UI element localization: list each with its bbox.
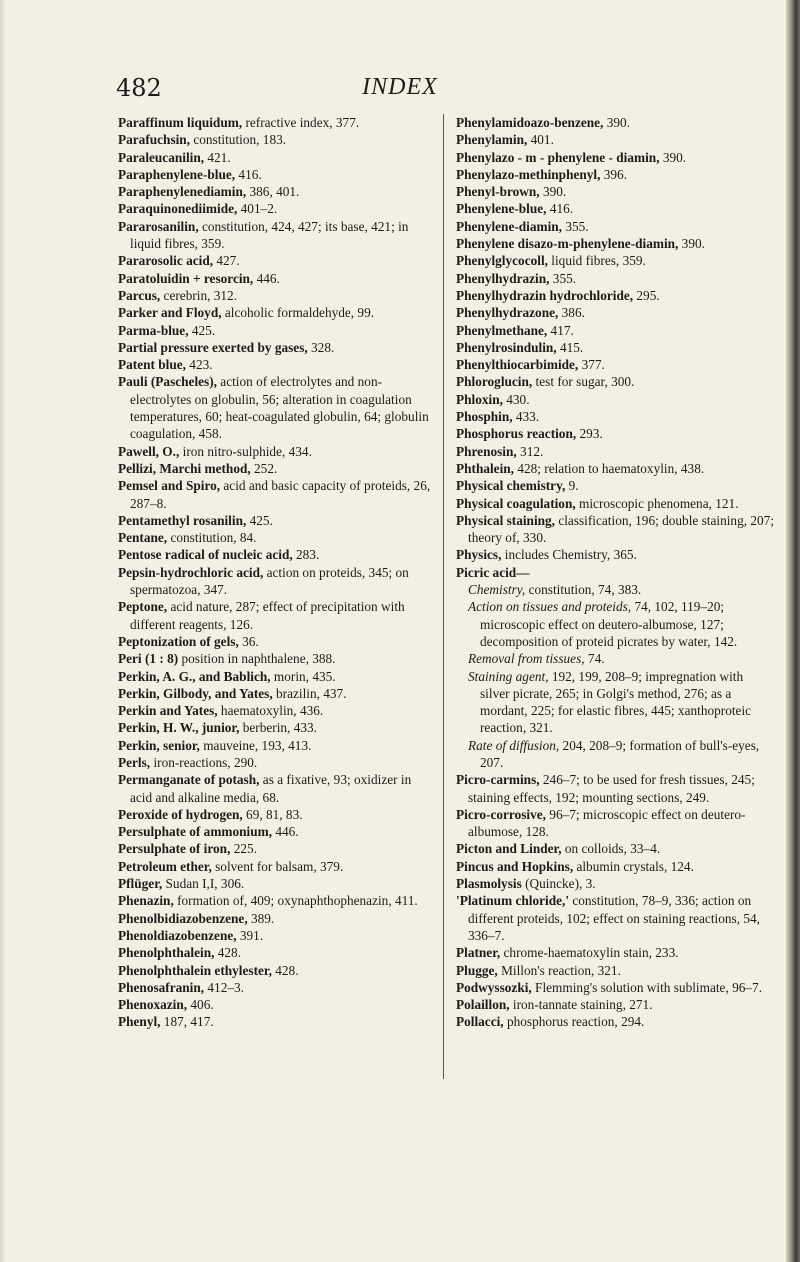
index-entry [118, 218, 436, 253]
index-term: Perkin and Yates, [118, 703, 218, 719]
index-references: 390. [603, 115, 630, 130]
index-entry [118, 322, 436, 339]
index-entry [118, 875, 436, 892]
index-term: Phenylene disazo-m-phenylene-diamin, [456, 236, 679, 252]
index-term: Pauli (Pascheles), [118, 374, 217, 390]
index-references: constitution, 424, 427; its base, 421; in liquid fibres, 359. [130, 218, 409, 252]
index-entry [118, 754, 436, 771]
index-term: Phenylazo-methinphenyl, [456, 166, 601, 182]
index-entry [118, 356, 436, 373]
index-references: berberin, 433. [239, 720, 317, 736]
index-references: 423. [185, 357, 213, 373]
index-references: morin, 435. [270, 668, 336, 684]
index-entry [118, 512, 436, 529]
index-references: 421. [204, 149, 231, 165]
index-term: Perkin, H. W., junior, [118, 720, 240, 736]
index-column-right [456, 114, 774, 1031]
index-references: 192, 199, 208–9; impregnation with silver picrate, 265; in Golgi's method, 276; as a mordant, 225; for elastic fibres, 445; xanthoproteic reaction, 321. [480, 668, 752, 736]
index-references: position in naphthalene, 388. [178, 651, 336, 667]
index-references: 390. [659, 149, 687, 165]
index-term: Phenylamin, [456, 132, 528, 148]
index-references: acid and basic capacity of proteids, 26, 287–8. [130, 478, 431, 511]
index-entry [118, 373, 436, 442]
index-term: Action on tissues and proteids, [468, 599, 632, 615]
index-term: Pepsin-hydrochloric acid, [118, 564, 264, 580]
index-references: cerebrin, 312. [160, 287, 238, 303]
index-term: Staining agent, [468, 668, 549, 684]
index-term: Pincus and Hopkins, [456, 858, 574, 874]
index-term: Physical staining, [456, 512, 556, 528]
index-term: Peptonization of gels, [118, 633, 239, 649]
index-references: as a fixative, 93; oxidizer in acid and alkaline media, 68. [130, 772, 412, 805]
index-references: 390. [539, 184, 567, 200]
index-term: Perkin, senior, [118, 737, 200, 753]
index-entry [456, 425, 774, 442]
index-term: Phenolphthalein, [118, 945, 215, 961]
index-entry [118, 1013, 436, 1030]
index-references: includes Chemistry, 365. [501, 547, 637, 563]
index-term: Phenylglycocoll, [456, 253, 548, 269]
index-entry [456, 183, 774, 200]
index-term: Pflüger, [118, 876, 163, 892]
index-term: Paraquinonediimide, [118, 201, 238, 217]
index-entry [456, 270, 774, 287]
index-term: Phenylazo - m - phenylene - diamin, [456, 149, 660, 165]
index-references: test for sugar, 300. [532, 374, 635, 390]
index-references: 417. [547, 322, 574, 338]
index-term: Picric acid— [456, 564, 530, 580]
index-term: Pentamethyl rosanilin, [118, 512, 247, 528]
index-entry [118, 114, 436, 131]
index-references: 386. [558, 305, 585, 321]
index-references: 204, 208–9; formation of bull's-eyes, 207. [480, 737, 760, 770]
index-term: Phloroglucin, [456, 374, 533, 390]
index-entry [118, 685, 436, 702]
index-references: brazilin, 437. [272, 685, 347, 701]
index-entry [118, 477, 436, 512]
index-entry [118, 200, 436, 217]
index-term: Physics, [456, 547, 502, 563]
index-term: Phenosafranin, [118, 979, 205, 995]
index-references: 428. [214, 945, 242, 961]
index-references: 74, 102, 119–20; microscopic effect on deutero-albumose, 127; decomposition of proteid picrates by water, 142. [480, 599, 738, 649]
index-entry [456, 149, 774, 166]
index-entry [118, 166, 436, 183]
index-entry [456, 460, 774, 477]
index-entry [456, 962, 774, 979]
index-term: Rate of diffusion, [468, 737, 560, 753]
index-references: iron-reactions, 290. [150, 754, 258, 770]
index-references: 428; relation to haematoxylin, 438. [514, 460, 705, 476]
index-references: 36. [238, 633, 259, 649]
index-entry [456, 1013, 774, 1030]
index-term: Pemsel and Spiro, [118, 478, 221, 494]
index-term: Phenylene-diamin, [456, 218, 563, 234]
index-references: 415. [556, 339, 584, 355]
index-references: phosphorus reaction, 294. [503, 1014, 645, 1030]
index-term: Phosphorus reaction, [456, 426, 577, 442]
index-term: Phenolbidiazobenzene, [118, 910, 248, 926]
index-entry [118, 270, 436, 287]
index-entry [456, 304, 774, 321]
index-entry [118, 927, 436, 944]
index-term: Pellizi, Marchi method, [118, 460, 251, 476]
index-references: constitution, 183. [190, 132, 287, 148]
index-term: Physical chemistry, [456, 478, 566, 494]
index-term: Paraphenylenediamin, [118, 184, 247, 200]
index-entry [118, 546, 436, 563]
index-term: Pawell, O., [118, 443, 180, 459]
index-entry [118, 840, 436, 857]
index-entry [118, 944, 436, 961]
index-references: mauveine, 193, 413. [199, 737, 312, 753]
index-entry [118, 598, 436, 633]
index-references: 74. [584, 651, 605, 667]
index-entry [118, 892, 436, 909]
index-subentry [468, 668, 774, 737]
index-term: Plasmolysis [456, 876, 522, 892]
index-term: Partial pressure exerted by gases, [118, 339, 308, 355]
index-term: Chemistry, [468, 582, 526, 598]
index-entry [456, 979, 774, 996]
index-references: 355. [562, 218, 589, 234]
index-references: 386, 401. [246, 184, 300, 200]
index-entry [456, 840, 774, 857]
index-references: formation of, 409; oxynaphthophenazin, 411. [173, 893, 418, 909]
index-entry [118, 529, 436, 546]
index-entry [118, 996, 436, 1013]
index-references: 416. [235, 166, 262, 182]
index-entry [456, 339, 774, 356]
index-entry [118, 650, 436, 667]
index-entry [456, 771, 774, 806]
index-term: 'Platinum chloride,' [456, 893, 570, 909]
index-entry [456, 546, 774, 563]
index-entry [118, 979, 436, 996]
index-references: iron-tannate staining, 271. [509, 997, 653, 1013]
index-term: Persulphate of iron, [118, 841, 231, 857]
index-references: Sudan I,I, 306. [162, 876, 245, 892]
index-entry [118, 339, 436, 356]
index-entry [456, 495, 774, 512]
index-entry [118, 633, 436, 650]
index-entry [118, 287, 436, 304]
index-entry [118, 858, 436, 875]
index-entry [118, 252, 436, 269]
index-entry [456, 235, 774, 252]
index-term: Phenyl, [118, 1014, 161, 1030]
index-references: 391. [236, 927, 264, 943]
index-references: 295. [633, 287, 660, 303]
index-references: microscopic phenomena, 121. [575, 495, 739, 511]
index-term: Picro-corrosive, [456, 806, 546, 822]
index-entry [456, 131, 774, 148]
page-title: INDEX [362, 74, 438, 100]
index-term: Platner, [456, 945, 501, 961]
index-references: constitution, 84. [167, 530, 257, 546]
index-entry [456, 114, 774, 131]
index-entry [456, 391, 774, 408]
index-entry [118, 183, 436, 200]
index-entry [456, 806, 774, 841]
index-term: Phenylamidoazo-benzene, [456, 115, 604, 130]
index-references: on colloids, 33–4. [561, 841, 661, 857]
index-references: (Quincke), 3. [521, 876, 596, 892]
index-term: Phenylhydrazin, [456, 270, 550, 286]
index-entry [456, 996, 774, 1013]
index-term: Phosphin, [456, 409, 513, 425]
index-subentry [468, 581, 774, 598]
index-references: 69, 81, 83. [242, 806, 303, 822]
index-references: 328. [307, 339, 335, 355]
index-entry [118, 962, 436, 979]
index-term: Pararosanilin, [118, 218, 199, 234]
index-entry [456, 875, 774, 892]
index-references: 312. [516, 443, 544, 459]
index-entry [118, 806, 436, 823]
index-entry [456, 356, 774, 373]
index-references: 446. [272, 824, 299, 840]
index-entry [456, 408, 774, 425]
index-references: 446. [253, 270, 280, 286]
index-term: Pollacci, [456, 1014, 504, 1030]
index-term: Podwyssozki, [456, 979, 532, 995]
index-references: action on proteids, 345; on spermatozoa, 347. [130, 564, 409, 598]
page-header [0, 74, 800, 104]
index-term: Polaillon, [456, 997, 510, 1013]
index-references: albumin crystals, 124. [573, 858, 694, 874]
index-entry [118, 823, 436, 840]
index-entry [456, 443, 774, 460]
index-entry [118, 719, 436, 736]
index-references: action of electrolytes and non-electrolytes on globulin, 56; alteration in coagulation temperatures, 60; heat-coagulated globulin, 64; globulin coagulation, 458. [130, 374, 429, 442]
index-references: 396. [600, 166, 628, 182]
index-entry [456, 564, 774, 581]
index-subentry [468, 650, 774, 667]
index-term: Plugge, [456, 962, 498, 978]
index-entry [456, 322, 774, 339]
index-entry [118, 771, 436, 806]
page-number: 482 [116, 74, 162, 102]
index-term: Parker and Floyd, [118, 305, 222, 321]
index-entry [456, 477, 774, 494]
index-term: Paraleucanilin, [118, 149, 205, 165]
index-references: constitution, 74, 383. [525, 582, 642, 598]
index-references: haematoxylin, 436. [217, 703, 324, 719]
index-term: Phenyl-brown, [456, 184, 540, 200]
index-entry [456, 512, 774, 547]
index-references: 225. [230, 841, 258, 857]
index-term: Perkin, Gilbody, and Yates, [118, 685, 273, 701]
index-references: iron nitro-sulphide, 434. [179, 443, 312, 459]
index-term: Physical coagulation, [456, 495, 576, 511]
index-term: Phenoldiazobenzene, [118, 927, 237, 943]
index-term: Paraffinum liquidum, [118, 115, 243, 130]
index-entry [118, 304, 436, 321]
index-references: 389. [247, 910, 275, 926]
index-term: Parcus, [118, 287, 161, 303]
index-entry [456, 944, 774, 961]
index-term: Permanganate of potash, [118, 772, 260, 788]
index-term: Peroxide of hydrogen, [118, 806, 243, 822]
index-subentry [468, 737, 774, 772]
index-references: 390. [678, 236, 705, 252]
index-term: Phenylhydrazone, [456, 305, 559, 321]
index-entry [118, 737, 436, 754]
index-term: Picro-carmins, [456, 772, 540, 788]
index-term: Pararosolic acid, [118, 253, 214, 269]
index-references: 96–7; microscopic effect on deutero-albumose, 128. [468, 806, 746, 840]
index-references: 430. [502, 391, 530, 407]
index-term: Paraphenylene-blue, [118, 166, 236, 182]
index-term: Pentane, [118, 530, 168, 546]
index-entry [118, 910, 436, 927]
index-entry [456, 252, 774, 269]
index-entry [456, 200, 774, 217]
index-references: 427. [213, 253, 240, 269]
index-term: Pentose radical of nucleic acid, [118, 547, 293, 563]
index-term: Phenylthiocarbimide, [456, 357, 579, 373]
page-gutter-shadow [0, 0, 6, 1262]
index-term: Parafuchsin, [118, 132, 191, 148]
index-entry [118, 443, 436, 460]
index-references: 355. [549, 270, 577, 286]
index-entry [456, 373, 774, 390]
index-references: chrome-haematoxylin stain, 233. [500, 945, 679, 961]
index-references: refractive index, 377. [242, 115, 360, 130]
index-term: Phenylmethane, [456, 322, 548, 338]
index-references: liquid fibres, 359. [547, 253, 646, 269]
index-entry [456, 858, 774, 875]
index-references: classification, 196; double staining, 207; theory of, 330. [468, 512, 775, 546]
index-term: Phenoxazin, [118, 997, 188, 1013]
index-entry [456, 218, 774, 235]
index-term: Paratoluidin + resorcin, [118, 270, 254, 286]
index-references: 293. [576, 426, 603, 442]
column-divider [443, 114, 444, 1079]
index-references: 9. [565, 478, 579, 494]
index-entry [456, 892, 774, 944]
index-term: Phthalein, [456, 460, 514, 476]
index-references: 187, 417. [160, 1014, 214, 1030]
index-references: alcoholic formaldehyde, 99. [221, 305, 375, 321]
index-references: 401–2. [237, 201, 278, 217]
index-references: Flemming's solution with sublimate, 96–7. [531, 979, 763, 995]
index-entry [118, 149, 436, 166]
index-references: 412–3. [204, 979, 244, 995]
index-term: Parma-blue, [118, 322, 189, 338]
index-entry [118, 460, 436, 477]
index-term: Phrenosin, [456, 443, 517, 459]
index-references: 425. [188, 322, 216, 338]
index-term: Patent blue, [118, 357, 186, 373]
index-term: Perls, [118, 754, 151, 770]
index-entry [456, 287, 774, 304]
index-references: solvent for balsam, 379. [211, 858, 344, 874]
index-references: 428. [271, 962, 299, 978]
index-references: 252. [250, 460, 278, 476]
index-term: Phenazin, [118, 893, 174, 909]
index-references: 433. [512, 409, 540, 425]
index-entry [456, 166, 774, 183]
index-term: Phenylene-blue, [456, 201, 547, 217]
index-term: Petroleum ether, [118, 858, 212, 874]
index-subentry [468, 598, 774, 650]
index-term: Peri (1 : 8) [118, 651, 179, 667]
index-term: Phenylrosindulin, [456, 339, 557, 355]
index-term: Phloxin, [456, 391, 503, 407]
book-edge [786, 0, 800, 1262]
index-references: constitution, 78–9, 336; action on different proteids, 102; effect on staining reactions, 54, 336–7. [468, 893, 760, 943]
index-column-left [118, 114, 436, 1031]
index-references: 283. [292, 547, 320, 563]
index-term: Removal from tissues, [468, 651, 585, 667]
index-term: Phenolphthalein ethylester, [118, 962, 272, 978]
index-term: Persulphate of ammonium, [118, 824, 273, 840]
index-entry [118, 564, 436, 599]
index-references: 425. [246, 512, 273, 528]
index-entry [118, 131, 436, 148]
index-references: 416. [546, 201, 574, 217]
index-entry [118, 668, 436, 685]
index-references: 246–7; to be used for fresh tissues, 245; staining effects, 192; mounting sections, 249. [468, 772, 755, 805]
index-references: Millon's reaction, 321. [497, 962, 621, 978]
index-references: 401. [527, 132, 554, 148]
index-term: Peptone, [118, 599, 168, 615]
index-term: Phenylhydrazin hydrochloride, [456, 287, 634, 303]
index-references: acid nature, 287; effect of precipitation with different reagents, 126. [130, 599, 405, 632]
index-term: Picton and Linder, [456, 841, 562, 857]
index-entry [118, 702, 436, 719]
index-term: Perkin, A. G., and Bablich, [118, 668, 271, 684]
index-references: 406. [187, 997, 214, 1013]
index-references: 377. [578, 357, 605, 373]
